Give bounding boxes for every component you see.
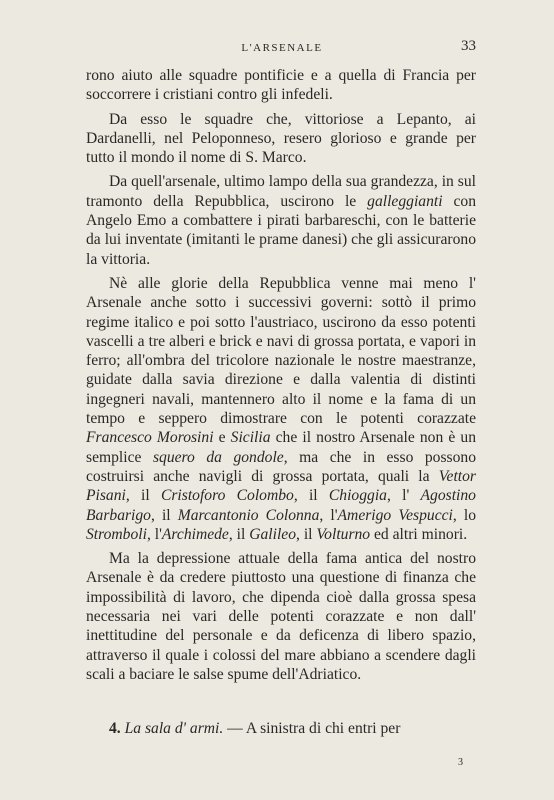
italic-run: Volturno xyxy=(316,525,371,543)
section-dash: — xyxy=(227,720,243,737)
text-run: Da esso le squadre che, vittoriose a Lepanto, ai Dardanelli, nel Peloponneso, resero glorioso e grande per tutto il mondo il nome di S. Marco. xyxy=(86,110,476,167)
text-run: , il xyxy=(150,506,178,524)
section-number: 4. xyxy=(109,720,121,737)
text-run: Nè alle glorie della Repubblica venne mai meno l' Arsenale anche sotto i successivi governi: sottò il primo regime italico e poi sotto l'austriaco, uscirono da esso potenti vascelli a tre alberi e brick e navi di grossa portata, e vapori in ferro; all'ombra del tricolore nazionale le nostre maestranze, guidate dalla savia direzione e dalla valentia di distinti ingegneri navali, mantennero alto il nome e la fama di un tempo e seppero dimostrare con le potenti corazzate xyxy=(86,274,476,428)
signature-mark: 3 xyxy=(458,757,463,768)
italic-run: Stromboli xyxy=(86,525,147,543)
text-run: Da quell'arsenale, ultimo lampo della sua grandezza, in sul tramonto della Repubblica, uscirono le xyxy=(86,173,476,210)
italic-run: Vettor Pisani xyxy=(86,467,476,505)
text-run: , lo xyxy=(452,506,476,524)
italic-run: Amerigo Vespucci xyxy=(337,506,453,524)
text-run: , il xyxy=(228,525,250,543)
paragraph xyxy=(86,549,476,684)
text-run: Ma la depressione attuale della fama antica del nostro Arsenale è da credere piuttosto una questione di finanza che impossibilità di lavoro, che dipenda cioè dalla grossa spesa necessaria nei vari delle potenti corazzate e non dall' inettitudine del personale e da deficenza di libero spazio, attraverso il quale i colossi del mare abbiano a scendere dagli scali a baciare le salse spume dell'Adriatico. xyxy=(86,550,476,683)
italic-run: Archimede xyxy=(161,525,229,543)
italic-run: squero da gondole xyxy=(152,448,284,466)
paragraph xyxy=(86,274,476,544)
text-run: , ma che in esso possono costruirsi anche navigli di grossa portata, quali la xyxy=(86,448,477,485)
italic-run: Galileo xyxy=(249,525,297,543)
text-run: che il nostro Arsenale non è un semplice xyxy=(86,429,477,466)
text-run: , il xyxy=(296,525,317,543)
page-number: 33 xyxy=(461,38,476,54)
section-text: A sinistra di chi entri per xyxy=(245,720,401,737)
text-run: rono aiuto alle squadre pontificie e a quella di Francia per soccorrere i cristiani contro gli infedeli. xyxy=(86,67,476,104)
text-run: , il xyxy=(125,487,161,505)
text-run: ed altri minori. xyxy=(370,525,468,543)
text-run: , l' xyxy=(146,525,162,543)
paragraph xyxy=(86,110,476,168)
text-run: con Angelo Emo a combattere i pirati barbareschi, con le batterie da lui inventate (imitanti le prame danesi) che gli assicurarono la vittoria. xyxy=(86,192,476,268)
running-title: L'ARSENALE xyxy=(241,42,323,54)
text-run: e xyxy=(213,429,231,447)
text-run: , l' xyxy=(319,506,338,524)
page-header xyxy=(88,38,476,58)
italic-run: Cristoforo Colombo xyxy=(160,487,294,505)
italic-run: Francesco Morosini xyxy=(86,429,214,447)
italic-run: Marcantonio Colonna xyxy=(177,506,320,524)
section-title: La sala d' armi. xyxy=(124,720,224,737)
text-run: , l' xyxy=(386,487,421,505)
section-heading-paragraph xyxy=(109,719,475,738)
paragraph xyxy=(86,66,476,105)
body-text xyxy=(86,66,476,684)
italic-run: Sicilia xyxy=(230,429,271,447)
italic-run: Agostino Barbarigo xyxy=(86,487,476,524)
italic-run: galleggianti xyxy=(367,192,443,210)
italic-run: Chioggia xyxy=(328,487,387,505)
paragraph xyxy=(86,172,476,268)
text-run: , il xyxy=(293,487,329,505)
